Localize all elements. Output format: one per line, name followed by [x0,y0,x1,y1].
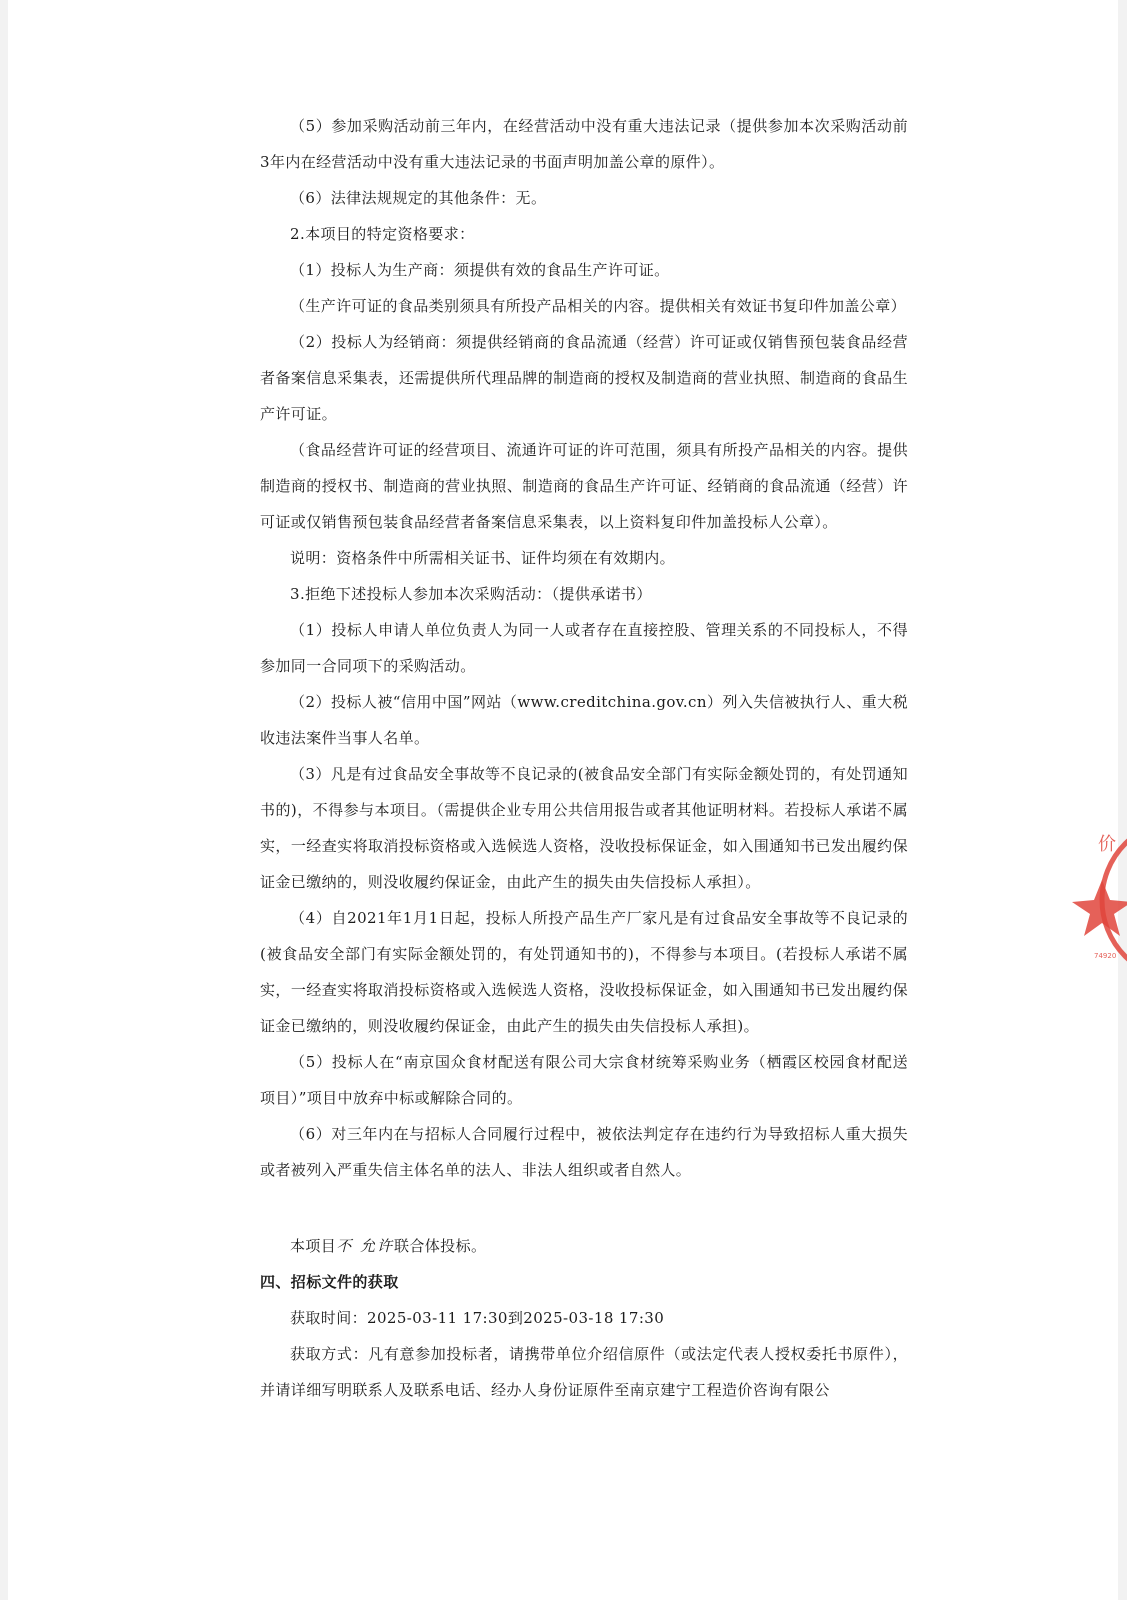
rejection-1: （1）投标人申请人单位负责人为同一人或者存在直接控股、管理关系的不同投标人，不得参加同一合同项下的采购活动。 [260,621,908,675]
consortium-prefix: 本项目 [290,1237,337,1255]
rejection-5: （5）投标人在“南京国众食材配送有限公司大宗食材统筹采购业务（栖霞区校园食材配送项目）”项目中放弃中标或解除合同的。 [260,1053,908,1107]
official-seal-stamp [1092,820,1127,1010]
clause-5-no-violations: （5）参加采购活动前三年内，在经营活动中没有重大违法记录（提供参加本次采购活动前3年内在经营活动中没有重大违法记录的书面声明加盖公章的原件）。 [260,117,908,171]
consortium-statement [260,1228,908,1264]
seal-text-top: 价 [1098,834,1116,855]
document-body [260,108,908,1408]
specific-requirements-heading: 2.本项目的特定资格要求： [290,225,475,243]
seal-code: 74920 [1094,952,1117,960]
consortium-suffix: 联合体投标。 [393,1237,487,1255]
rejection-6: （6）对三年内在与招标人合同履行过程中，被依法判定存在违约行为导致招标人重大损失或者被列入严重失信主体名单的法人、非法人组织或者自然人。 [260,1125,908,1179]
consortium-handwritten: 不 允许 [336,1237,394,1255]
section-heading: 四、招标文件的获取 [260,1273,399,1291]
validity-note: 说明：资格条件中所需相关证书、证件均须在有效期内。 [290,549,676,567]
spacer [260,1188,908,1228]
req-2-distributor-note: （食品经营许可证的经营项目、流通许可证的许可范围，须具有所投产品相关的内容。提供制造商的授权书、制造商的营业执照、制造商的食品生产许可证、经销商的食品流通（经营）许可证或仅销售预包装食品经营者备案信息采集表，以上资料复印件加盖投标人公章）。 [260,441,908,531]
rejection-heading: 3.拒绝下述投标人参加本次采购活动：（提供承诺书） [290,585,652,603]
req-2-distributor: （2）投标人为经销商：须提供经销商的食品流通（经营）许可证或仅销售预包装食品经营者备案信息采集表，还需提供所代理品牌的制造商的授权及制造商的营业执照、制造商的食品生产许可证。 [260,333,908,423]
rejection-3: （3）凡是有过食品安全事故等不良记录的(被食品安全部门有实际金额处罚的，有处罚通知书的)，不得参与本项目。（需提供企业专用公共信用报告或者其他证明材料。若投标人承诺不属实，一经查实将取消投标资格或入选候选人资格，没收投标保证金，如入围通知书已发出履约保证金已缴纳的，则没收履约保证金，由此产生的损失由失信投标人承担）。 [260,765,908,891]
clause-6-other-conditions: （6）法律法规规定的其他条件：无。 [290,189,547,207]
req-1-producer-note: （生产许可证的食品类别须具有所投产品相关的内容。提供相关有效证书复印件加盖公章） [290,297,907,315]
document-page [8,0,1118,1600]
rejection-4: （4）自2021年1月1日起，投标人所投产品生产厂家凡是有过食品安全事故等不良记录的(被食品安全部门有实际金额处罚的，有处罚通知书的)，不得参与本项目。(若投标人承诺不属实，一经查实将取消投标资格或入选候选人资格，没收投标保证金，如入围通知书已发出履约保证金已缴纳的，则没收履约保证金，由此产生的损失由失信投标人承担)。 [260,909,908,1035]
req-1-producer: （1）投标人为生产商：须提供有效的食品生产许可证。 [290,261,670,279]
rejection-2: （2）投标人被“信用中国”网站（www.creditchina.gov.cn）列入失信被执行人、重大税收违法案件当事人名单。 [260,693,908,747]
acquire-method: 获取方式：凡有意参加投标者，请携带单位介绍信原件（或法定代表人授权委托书原件），并请详细写明联系人及联系电话、经办人身份证原件至南京建宁工程造价咨询有限公 [260,1345,908,1399]
acquire-time: 获取时间：2025-03-11 17:30到2025-03-18 17:30 [290,1309,665,1327]
